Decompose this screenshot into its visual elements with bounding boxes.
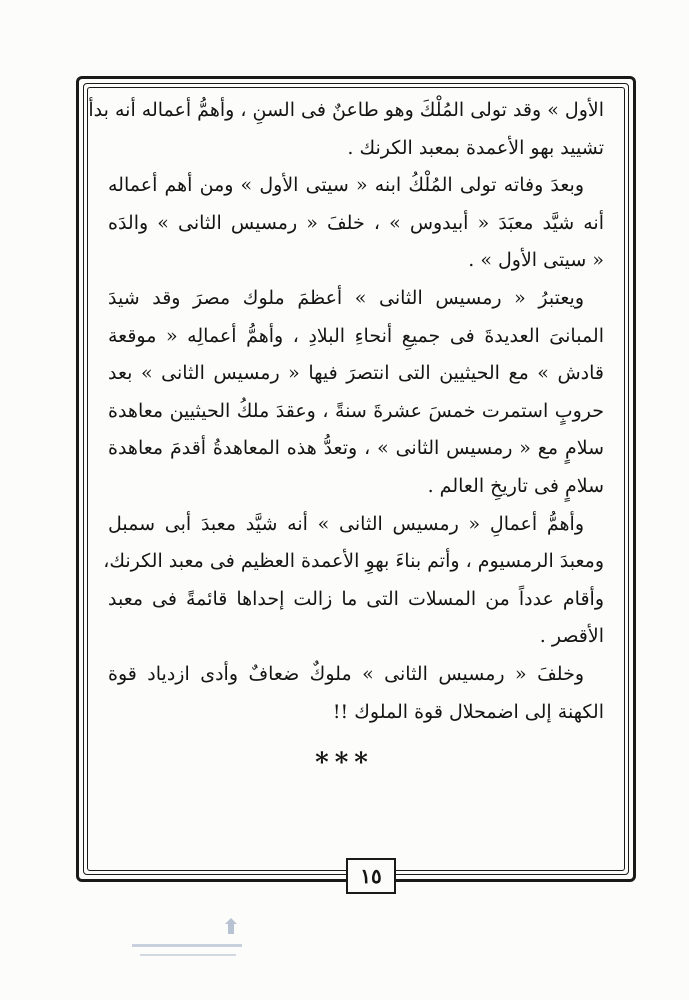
paragraph-1 — [88, 92, 604, 167]
paragraph-3 — [108, 280, 604, 506]
text-line: سلامٍ مع « رمسيس الثانى » ، وتعدُّ هذه المعاهدةُ أقدمَ معاهدة — [108, 437, 604, 460]
paragraph-5 — [108, 656, 604, 731]
text-line: وبعدَ وفاته تولى المُلْكُ ابنه « سيتى الأول » ومن أهم أعماله — [108, 174, 584, 197]
library-stamp-mark — [130, 916, 260, 976]
body-text — [88, 92, 604, 731]
text-line: تشييد بهو الأعمدة بمعبد الكرنك . — [347, 136, 604, 159]
text-line: الأول » وقد تولى المُلْكَ وهو طاعنٌ فى السنِ ، وأهمُّ أعماله أنه بدأ — [88, 99, 604, 121]
text-line: وخلفَ « رمسيس الثانى » ملوكٌ ضعافٌ وأدى ازدياد قوة — [108, 662, 584, 685]
text-line: سلامٍ فى تاريخِ العالم . — [427, 474, 604, 497]
text-line: قادش » مع الحيثيين التى انتصرَ فيها « رمسيس الثانى » بعد — [108, 362, 604, 385]
paragraph-2 — [108, 167, 604, 280]
page-number: ١٥ — [346, 858, 396, 894]
text-line: المبانىَ العديدةَ فى جميعِ أنحاءِ البلادِ ، وأهمُّ أعمالِه « موقعة — [108, 324, 604, 347]
text-line: ويعتبرُ « رمسيس الثانى » أعظمَ ملوك مصرَ وقد شيدَ — [108, 286, 584, 309]
text-line: « سيتى الأول » . — [468, 249, 604, 272]
text-line: وأهمُّ أعمالِ « رمسيس الثانى » أنه شيَّد معبدَ أبى سمبل — [108, 512, 584, 535]
paragraph-4 — [103, 506, 604, 656]
text-line: ومعبدَ الرمسيوم ، وأتم بناءَ بهوِ الأعمدة العظيم فى معبد الكرنك، — [103, 550, 604, 573]
text-line: وأقام عدداً من المسلات التى ما زالت إحداها قائمةً فى معبد — [108, 587, 604, 610]
section-ornament: *** — [315, 748, 374, 778]
text-line: حروبٍ استمرت خمسَ عشرةَ سنةً ، وعقدَ ملكُ الحيثيين معاهدة — [108, 399, 604, 422]
text-line: الكهنة إلى اضمحلال قوة الملوك !! — [332, 700, 604, 723]
text-line: الأقصر . — [539, 625, 604, 648]
text-line: أنه شيَّد معبَدَ « أبيدوس » ، خلفَ « رمسيس الثانى » والدَه — [108, 211, 604, 234]
